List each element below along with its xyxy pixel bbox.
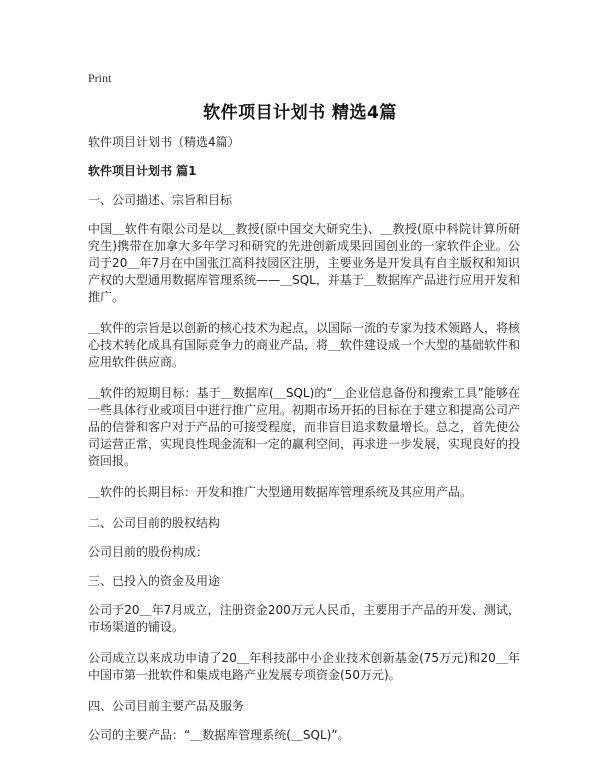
paragraph-mission: ＿软件的宗旨是以创新的核心技术为起点，以国际一流的专家为技术领路人，将核心技术转化成具有国际竞争力的商业产品，将＿软件建设成一个大型的基础软件和应用软件供应商。: [88, 321, 521, 369]
paragraph-funding-obtained: 公司成立以来成功申请了20＿年科技部中小企业技术创新基金(75万元)和20＿年中国市第一批软件和集成电路产业发展专项资金(50万元)。: [88, 651, 520, 682]
paragraph-registration: 公司于20＿年7月成立，注册资金200万元人民币，主要用于产品的开发、测试，市场渠道的铺设。: [88, 603, 520, 634]
section-title: 软件项目计划书 篇1: [88, 164, 197, 178]
paragraph-long-term-goal: ＿软件的长期目标：开发和推广大型通用数据库管理系统及其应用产品。: [88, 485, 473, 499]
heading-funds-invested: 三、已投入的资金及用途: [88, 574, 221, 588]
paragraph-short-term-goal: ＿软件的短期目标：基于＿数据库(＿SQL)的“＿企业信息备份和搜索工具”能够在一些具体行业或项目中进行推广应用。初期市场开拓的目标在于建立和提高公司产品的信誉和客户对于产品的可接受程度，而非盲目追求数量增长。总之，首先使公司运营正常，实现良性现金流和一定的赢利空间，再求进一步发展，实现良好的投资回报。: [88, 386, 521, 468]
paragraph-company-intro: 中国＿软件有限公司是以＿教授(原中国交大研究生)、＿教授(原中科院计算所研究生)携带在加拿大多年学习和研究的先进创新成果回国创业的一家软件企业。公司于20＿年7月在中国张江高科技园区注册，主要业务是开发具有自主版权和知识产权的大型通用数据库管理系统——＿SQL，并基于＿数据库产品进行应用开发和推广。: [88, 222, 520, 304]
heading-products-services: 四、公司目前主要产品及服务: [88, 699, 245, 713]
heading-equity-structure: 二、公司目前的股权结构: [88, 516, 221, 530]
document-title: 软件项目计划书 精选4篇: [203, 103, 397, 123]
document-body: [88, 134, 520, 756]
heading-company-description: 一、公司描述、宗旨和目标: [88, 193, 233, 207]
paragraph-main-product: 公司的主要产品：“＿数据库管理系统(＿SQL)”。: [88, 728, 350, 742]
heading-share-composition: 公司目前的股份构成：: [88, 545, 209, 559]
document-subtitle: 软件项目计划书（精选4篇）: [88, 135, 240, 149]
print-label: Print: [88, 71, 112, 85]
